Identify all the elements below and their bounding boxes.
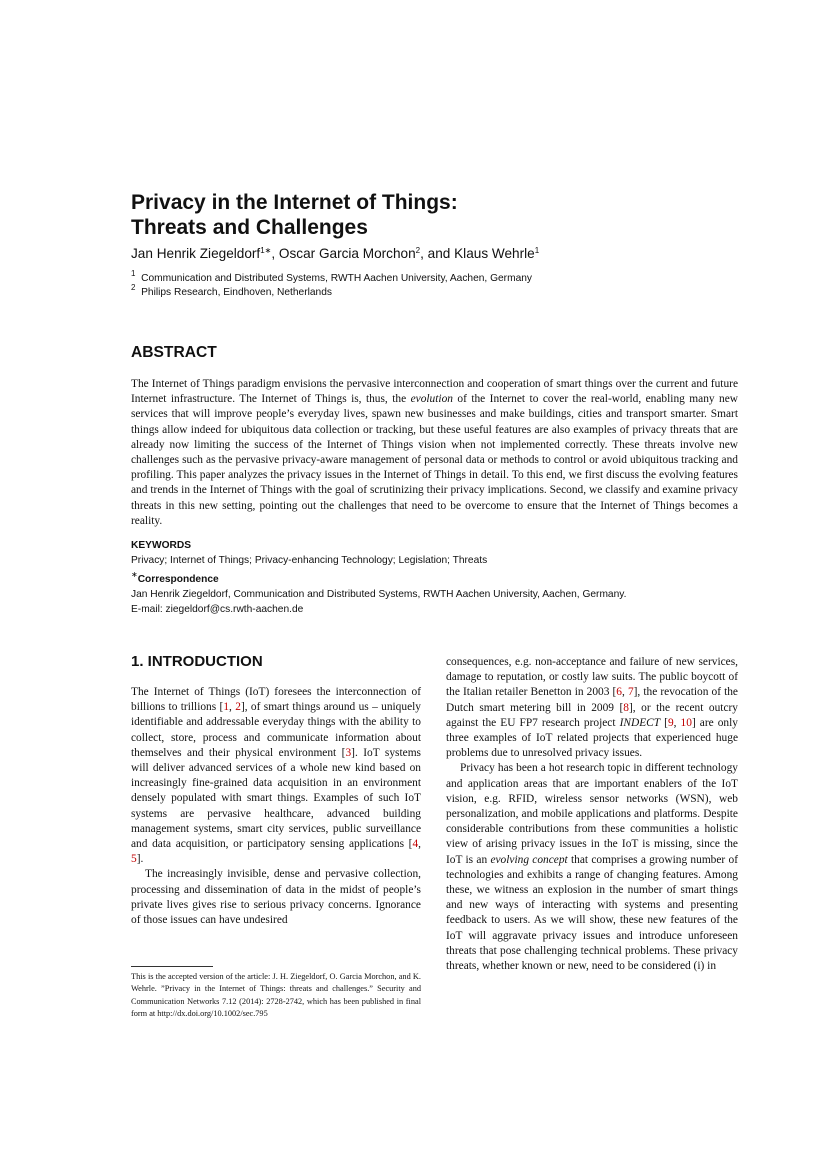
text-run: ], of smart things around us – uniquely identifiable and addressable everyday things with the ability to collect, store, process and communicate information about themselves and their physical environment [ [131, 701, 421, 759]
abstract-emphasis: evolution [410, 393, 453, 406]
affiliation [131, 283, 332, 298]
author-name: Jan Henrik Ziegeldorf [131, 246, 261, 261]
citation-link[interactable]: 8 [623, 701, 629, 714]
author-affiliation-mark: 1 [534, 246, 540, 255]
text-run: , [418, 838, 421, 851]
abstract-body [131, 377, 738, 529]
footnote-rule [131, 966, 213, 967]
text-run: , [673, 716, 681, 729]
text-run: that comprises a growing number of technologies and exhibits a range of changing features. Among these, we witness an explosion in the number of smart things and new ways of interacting with systems and presenting feedback to users. As we will show, these new features of the IoT will aggravate privacy issues and introduce unforeseen threats that pose challenging technical problems. These privacy threats, whether known or new, need to be considered (i) in [446, 853, 738, 973]
affiliation-number: 2 [131, 283, 136, 292]
correspondence-heading [131, 570, 219, 585]
abstract-text-part: The Internet of Things paradigm envisions the pervasive interconnection and cooperation of smart things over the current and future Internet infrastructure. The Internet of Things is, thus, the [131, 378, 738, 406]
left-column [131, 685, 421, 928]
citation-link[interactable]: 3 [345, 746, 352, 759]
citation-link[interactable]: 4 [412, 838, 419, 851]
correspondence-details [131, 588, 626, 617]
title-line-1: Privacy in the Internet of Things: [131, 191, 458, 214]
paragraph: The increasingly invisible, dense and pervasive collection, processing and dissemination of data in the midst of people’s private lives gives rise to serious privacy concerns. Ignorance of those issues can have undesired [131, 868, 421, 927]
affiliation-number: 1 [131, 269, 136, 278]
citation-link[interactable]: 10 [680, 716, 692, 729]
text-run: ], or the recent outcry against the EU FP7 research project [446, 701, 738, 729]
citation-link[interactable]: 6 [616, 686, 622, 699]
project-name-emphasis: INDECT [619, 716, 661, 729]
affiliation-text: Philips Research, Eindhoven, Netherlands [141, 287, 332, 298]
keywords-heading: KEYWORDS [131, 540, 191, 551]
paragraph [446, 655, 738, 761]
author-name: , and Klaus Wehrle [420, 246, 535, 261]
citation-link[interactable]: 9 [667, 716, 674, 729]
section-heading-introduction: 1. INTRODUCTION [131, 653, 263, 670]
citation-link[interactable]: 1 [223, 701, 230, 714]
author-list [131, 246, 539, 261]
correspondence-email: E-mail: ziegeldorf@cs.rwth-aachen.de [131, 603, 304, 615]
correspondence-heading-text: Correspondence [137, 574, 219, 585]
citation-link[interactable]: 2 [235, 701, 241, 714]
correspondence-star: ∗ [131, 570, 138, 579]
correspondence-address: Jan Henrik Ziegeldorf, Communication and Distributed Systems, RWTH Aachen University, Aachen, Germany. [131, 589, 627, 600]
text-run: , [229, 701, 236, 714]
text-run: ]. IoT systems will deliver advanced services of a whole new kind based on increasingly fine-grained data acquisition in an environment densely populated with smart things. Examples of such IoT systems are pervasive healthcare, advanced building management systems, smart city services, public surveillance and data acquisition, or participatory sensing applications [ [131, 746, 421, 851]
citation-link[interactable]: 5 [131, 853, 137, 866]
paper-title [131, 190, 458, 240]
footnote: This is the accepted version of the article: J. H. Ziegeldorf, O. Garcia Morchon, and K. Wehrle. ”Privacy in the Internet of Things: threats and challenges.” Security and Communication Networks 7.12 (2014): 2728-2742, which has been published in final form at http://dx.doi.org/10.1002/sec.795 [131, 972, 421, 1019]
text-run: ] are only three examples of IoT related projects that experienced huge problems due to unresolved privacy issues. [446, 716, 738, 760]
paragraph [446, 761, 738, 974]
affiliation [131, 269, 532, 284]
affiliation-text: Communication and Distributed Systems, RWTH Aachen University, Aachen, Germany [141, 273, 532, 284]
abstract-heading: ABSTRACT [131, 344, 217, 361]
author-name: , Oscar Garcia Morchon [271, 246, 416, 261]
author-affiliation-mark: 1∗ [260, 246, 272, 255]
text-run: Privacy has been a hot research topic in different technology and application areas that are important enablers of the IoT vision, e.g. RFID, wireless sensor networks (WSN), web personalization, and mobile applications and platforms. Despite considerable contributions from these communities a holistic view of arising privacy issues in the IoT is missing, since the IoT is an [446, 762, 738, 866]
text-run: , [622, 686, 628, 699]
paragraph [131, 685, 421, 867]
author-affiliation-mark: 2 [415, 246, 421, 255]
concept-emphasis: evolving concept [490, 853, 568, 866]
text-run: ]. [136, 853, 144, 866]
keywords-list: Privacy; Internet of Things; Privacy-enhancing Technology; Legislation; Threats [131, 555, 488, 566]
abstract-text-part: of the Internet to cover the real-world, enabling many new services that will improve people’s everyday lives, spawn new businesses and make buildings, cities and transport smarter. Smart things allow indeed for ubiquitous data collection or tracking, but these useful features are also examples of privacy threats that are already now limiting the success of the Internet of Things vision when not implemented correctly. These threats involve new challenges such as the pervasive privacy-aware management of personal data or methods to control or avoid ubiquitous tracking and profiling. This paper analyzes the privacy issues in the Internet of Things in detail. To this end, we first discuss the evolving features and trends in the Internet of Things with the goal of scrutinizing their privacy implications. Second, we classify and examine privacy threats in this new setting, pointing out the challenges that need to be overcome to ensure that the Internet of Things becomes a reality. [131, 393, 738, 527]
title-line-2: Threats and Challenges [131, 216, 368, 239]
text-run: consequences, e.g. non-acceptance and failure of new services, damage to reputation, or costly law suits. The public boycott of the Italian retailer Benetton in 2003 [ [446, 656, 738, 699]
citation-link[interactable]: 7 [627, 686, 634, 699]
text-run: [ [660, 716, 668, 729]
text-run: ], the revocation of the Dutch smart metering bill in 2009 [ [446, 686, 738, 714]
right-column [446, 655, 738, 974]
text-run: The Internet of Things (IoT) foresees the interconnection of billions to trillions [ [131, 686, 421, 714]
